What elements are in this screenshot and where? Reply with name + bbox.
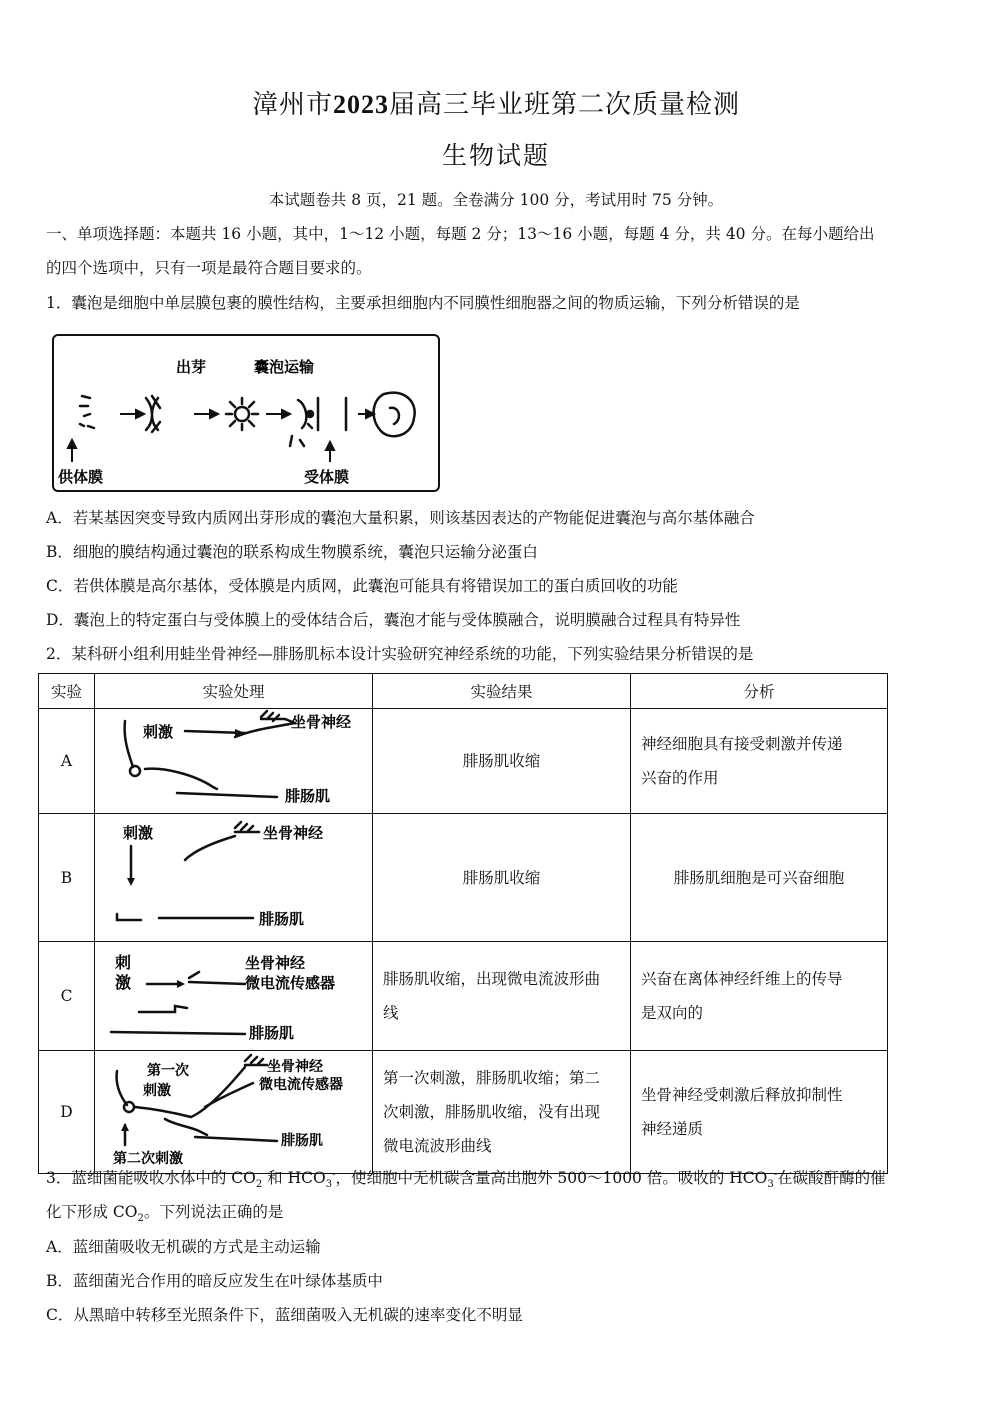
analysis-cell	[631, 814, 888, 942]
fig-label-sensor: 微电流传感器	[259, 1077, 343, 1093]
fig-label-nerve: 坐骨神经	[263, 824, 324, 842]
result-text: 腓肠肌收缩，出现微电流波形曲	[383, 970, 601, 988]
result-text: 线	[383, 1004, 399, 1022]
fig-label-acceptor: 受体膜	[304, 468, 350, 486]
row-id: A	[39, 709, 95, 814]
analysis-text: 腓肠肌细胞是可兴奋细胞	[673, 868, 845, 887]
vesicle-transport-figure	[52, 334, 440, 492]
q2-stem: 2．某科研小组利用蛙坐骨神经—腓肠肌标本设计实验研究神经系统的功能，下列实验结果分析错误的是	[46, 645, 754, 663]
fig-label-second-stim: 第二次刺激	[113, 1151, 183, 1167]
fig-label-transport: 囊泡运输	[254, 358, 315, 376]
analysis-cell	[631, 942, 888, 1051]
fig-label-muscle: 腓肠肌	[249, 1024, 295, 1042]
q2-experiment-table	[38, 673, 888, 1174]
analysis-text: 兴奋的作用	[641, 769, 719, 787]
result-text: 第一次刺激，腓肠肌收缩；第二	[383, 1069, 601, 1087]
analysis-text: 兴奋在离体神经纤维上的传导	[641, 970, 843, 988]
table-row	[39, 709, 888, 814]
q1-option-a: A．若某基因突变导致内质网出芽形成的囊泡大量积累，则该基因表达的产物能促进囊泡与高尔基体融合	[46, 509, 755, 527]
experiment-figure	[95, 709, 373, 814]
q1-option-d: D．囊泡上的特定蛋白与受体膜上的受体结合后，囊泡才能与受体膜融合，说明膜融合过程具有特异性	[46, 611, 741, 629]
analysis-text: 是双向的	[641, 1004, 704, 1022]
q3-option-a: A．蓝细菌吸收无机碳的方式是主动运输	[46, 1238, 321, 1256]
fig-label-stimulus-1: 刺	[115, 953, 132, 972]
result-text: 微电流波形曲线	[383, 1137, 492, 1155]
result-text: 次刺激，腓肠肌收缩，没有出现	[383, 1103, 601, 1121]
fig-label-nerve: 坐骨神经	[245, 954, 306, 972]
q1-stem: 1．囊泡是细胞中单层膜包裹的膜性结构，主要承担细胞内不同膜性细胞器之间的物质运输，下列分析错误的是	[46, 294, 800, 312]
fig-label-muscle: 腓肠肌	[285, 787, 331, 805]
analysis-text: 神经细胞具有接受刺激并传递	[641, 735, 843, 753]
result-cell	[373, 1051, 631, 1174]
q1-option-c: C．若供体膜是高尔基体，受体膜是内质网，此囊泡可能具有将错误加工的蛋白质回收的功能	[46, 577, 678, 595]
row-id: B	[39, 814, 95, 942]
page-title: 漳州市2023届高三毕业班第二次质量检测	[251, 90, 741, 120]
fig-label-stimulus-2: 激	[115, 973, 132, 992]
experiment-figure	[95, 814, 373, 942]
fig-label-sensor: 微电流传感器	[245, 974, 336, 992]
q3-stem-line2: 化下形成 $CO_2$。下列说法正确的是	[46, 1203, 284, 1225]
exam-info: 本试题卷共 8 页，21 题。全卷满分 100 分，考试用时 75 分钟。	[268, 191, 724, 209]
fig-label-muscle: 腓肠肌	[281, 1133, 323, 1149]
table-header-row	[39, 674, 888, 709]
section-instructions-line2: 的四个选项中，只有一项是最符合题目要求的。	[46, 259, 372, 277]
result-cell	[373, 814, 631, 942]
fig-label-muscle: 腓肠肌	[259, 910, 305, 928]
row-id: C	[39, 942, 95, 1051]
section-instructions-line1: 一、单项选择题：本题共 16 小题，其中，1～12 小题，每题 2 分；13～16 小题，每题 4 分，共 40 分。在每小题给出	[46, 225, 875, 243]
fig-label-first-stim-a: 第一次	[147, 1063, 189, 1079]
table-row	[39, 942, 888, 1051]
analysis-text: 坐骨神经受刺激后释放抑制性	[641, 1086, 843, 1104]
fig-label-budding: 出芽	[176, 358, 207, 376]
header-analysis: 分析	[631, 674, 888, 709]
table-row	[39, 814, 888, 942]
q3-option-b: B．蓝细菌光合作用的暗反应发生在叶绿体基质中	[46, 1272, 383, 1290]
result-cell	[373, 942, 631, 1051]
q3-option-c: C．从黑暗中转移至光照条件下，蓝细菌吸入无机碳的速率变化不明显	[46, 1306, 523, 1324]
analysis-cell	[631, 709, 888, 814]
page-subtitle: 生物试题	[441, 141, 550, 170]
fig-label-stimulus: 刺激	[143, 723, 174, 741]
analysis-text: 神经递质	[641, 1120, 704, 1138]
fig-label-first-stim-b: 刺激	[143, 1083, 171, 1099]
fig-label-donor: 供体膜	[58, 468, 104, 486]
analysis-cell	[631, 1051, 888, 1174]
row-id: D	[39, 1051, 95, 1174]
header-result: 实验结果	[373, 674, 631, 709]
header-experiment: 实验	[39, 674, 95, 709]
q3-stem-line1: 3．蓝细菌能吸收水体中的 $CO_2$ 和 $HCO_3^-$，使细胞中无机碳含量高出胞外 500～1000 倍。吸收的 $HCO_3^-$在碳酸酐酶的催	[46, 1168, 886, 1191]
q1-option-b: B．细胞的膜结构通过囊泡的联系构成生物膜系统，囊泡只运输分泌蛋白	[46, 543, 538, 561]
fig-label-nerve: 坐骨神经	[267, 1059, 323, 1075]
header-treatment: 实验处理	[95, 674, 373, 709]
result-text: 腓肠肌收缩	[462, 868, 541, 887]
experiment-figure	[95, 942, 373, 1051]
fig-label-stimulus: 刺激	[123, 824, 154, 842]
fig-label-nerve: 坐骨神经	[291, 713, 352, 731]
table-row	[39, 1051, 888, 1174]
experiment-figure	[95, 1051, 373, 1174]
result-text: 腓肠肌收缩	[462, 752, 541, 770]
result-cell	[373, 709, 631, 814]
